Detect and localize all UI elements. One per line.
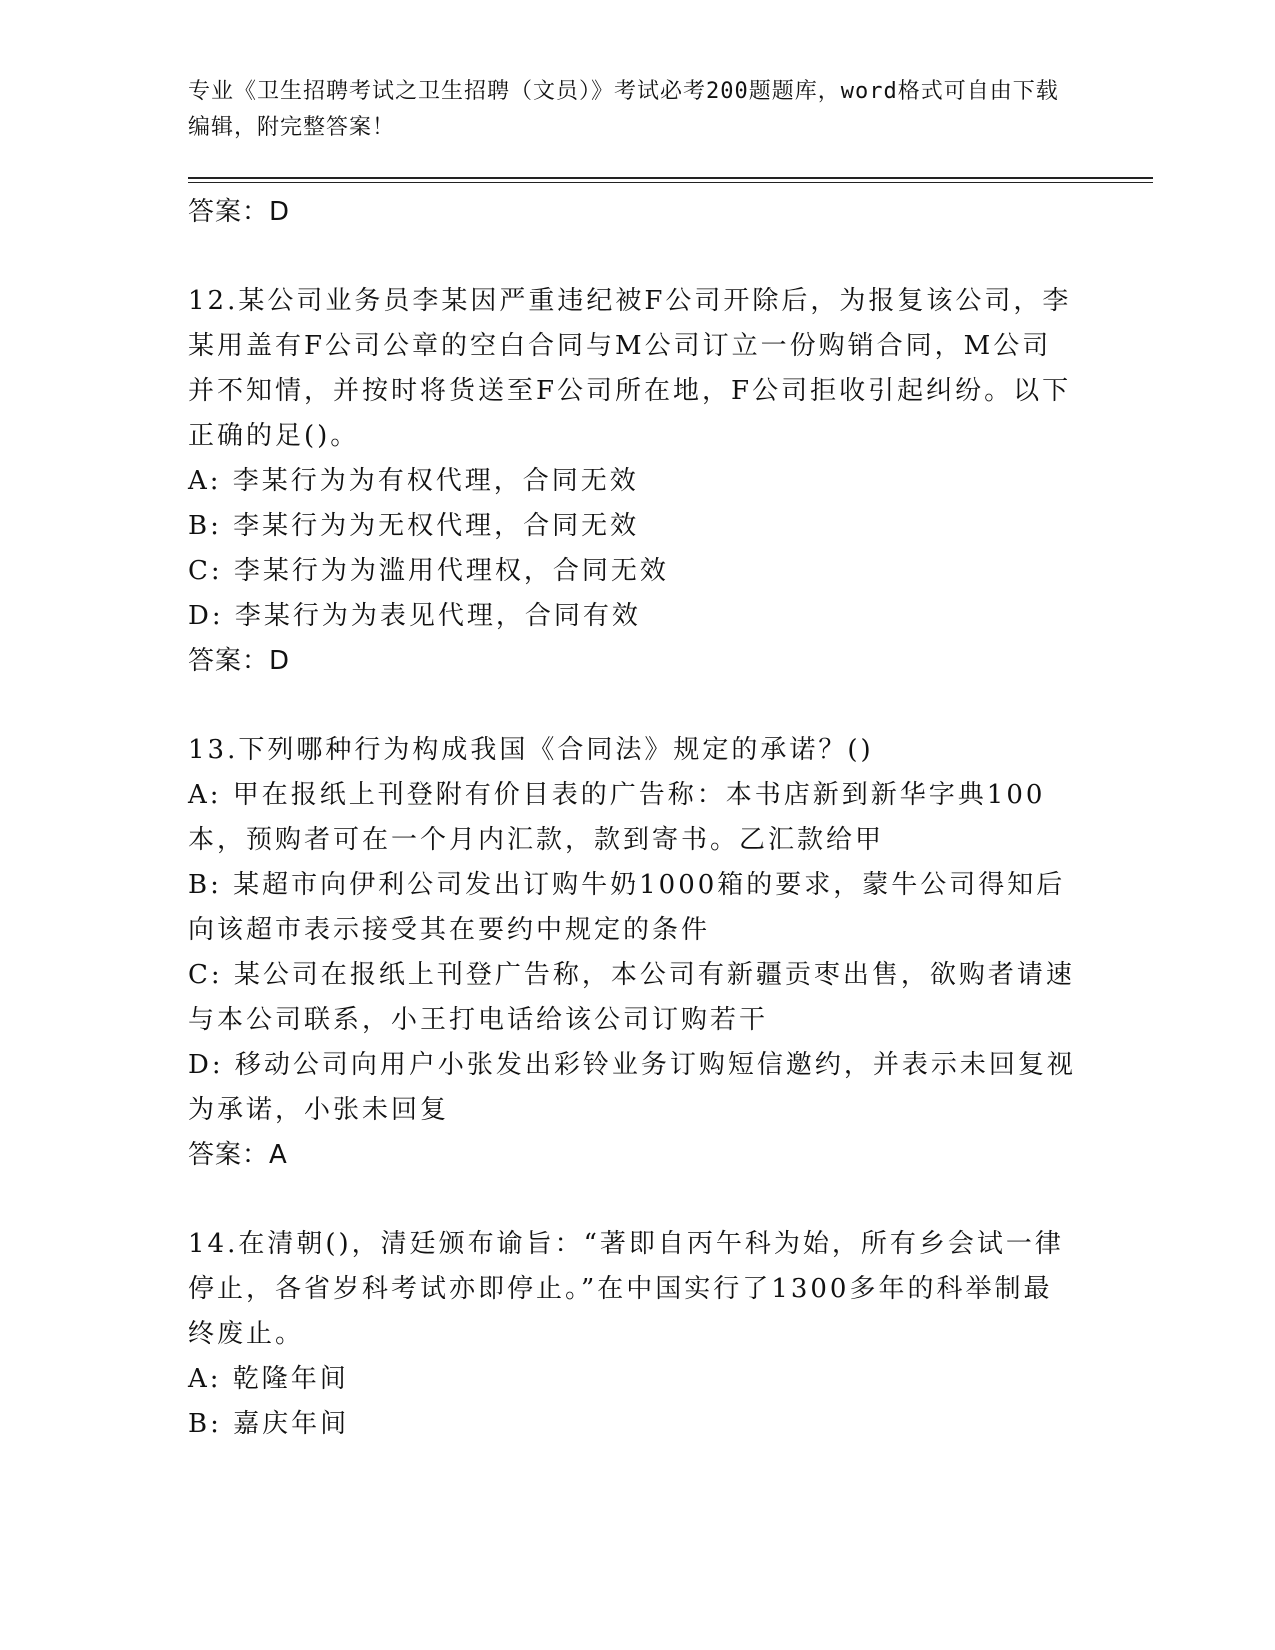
option-b: B: 某超市向伊利公司发出订购牛奶1000箱的要求，蒙牛公司得知后向该超市表示接受其在要约中规定的条件 [188,870,1066,945]
option-b: B: 嘉庆年间 [188,1409,350,1439]
option-a: A: 甲在报纸上刊登附有价目表的广告称：本书店新到新华字典100本，预购者可在一个月内汇款，款到寄书。乙汇款给甲 [188,780,1046,855]
question-12 [188,279,1078,684]
option-a: A: 乾隆年间 [188,1364,349,1394]
question-stem: 13.下列哪种行为构成我国《合同法》规定的承诺？() [188,735,874,765]
question-stem: 12.某公司业务员李某因严重违纪被F公司开除后，为报复该公司，李某用盖有F公司公章的空白合同与M公司订立一份购销合同，M公司并不知情，并按时将货送至F公司所在地，F公司拒收引起纠纷。以下正确的足()。 [188,286,1072,451]
option-b: B: 李某行为为无权代理，合同无效 [188,511,640,541]
question-13 [188,728,1078,1178]
option-d: D: 移动公司向用户小张发出彩铃业务订购短信邀约，并表示未回复视为承诺，小张未回复 [188,1050,1076,1125]
answer-line: 答案：D [188,197,291,227]
header-rule-thin [188,182,1153,183]
header-rule-thick [188,177,1153,179]
answer-line: 答案：D [188,646,291,676]
option-c: C: 某公司在报纸上刊登广告称，本公司有新疆贡枣出售，欲购者请速与本公司联系，小王打电话给该公司订购若干 [188,960,1075,1035]
document-body [188,190,1078,1447]
question-stem: 14.在清朝()，清廷颁布谕旨：“著即自丙午科为始，所有乡会试一律停止，各省岁科考试亦即停止。”在中国实行了1300多年的科举制最终废止。 [188,1229,1064,1349]
option-d: D: 李某行为为表见代理，合同有效 [188,601,641,631]
answer-line: 答案：A [188,1140,288,1170]
option-a: A: 李某行为为有权代理，合同无效 [188,466,639,496]
option-c: C: 李某行为为滥用代理权，合同无效 [188,556,669,586]
question-14 [188,1222,1078,1447]
document-header: 专业《卫生招聘考试之卫生招聘（文员）》考试必考200题题库，word格式可自由下载编辑，附完整答案！ [188,79,1059,140]
